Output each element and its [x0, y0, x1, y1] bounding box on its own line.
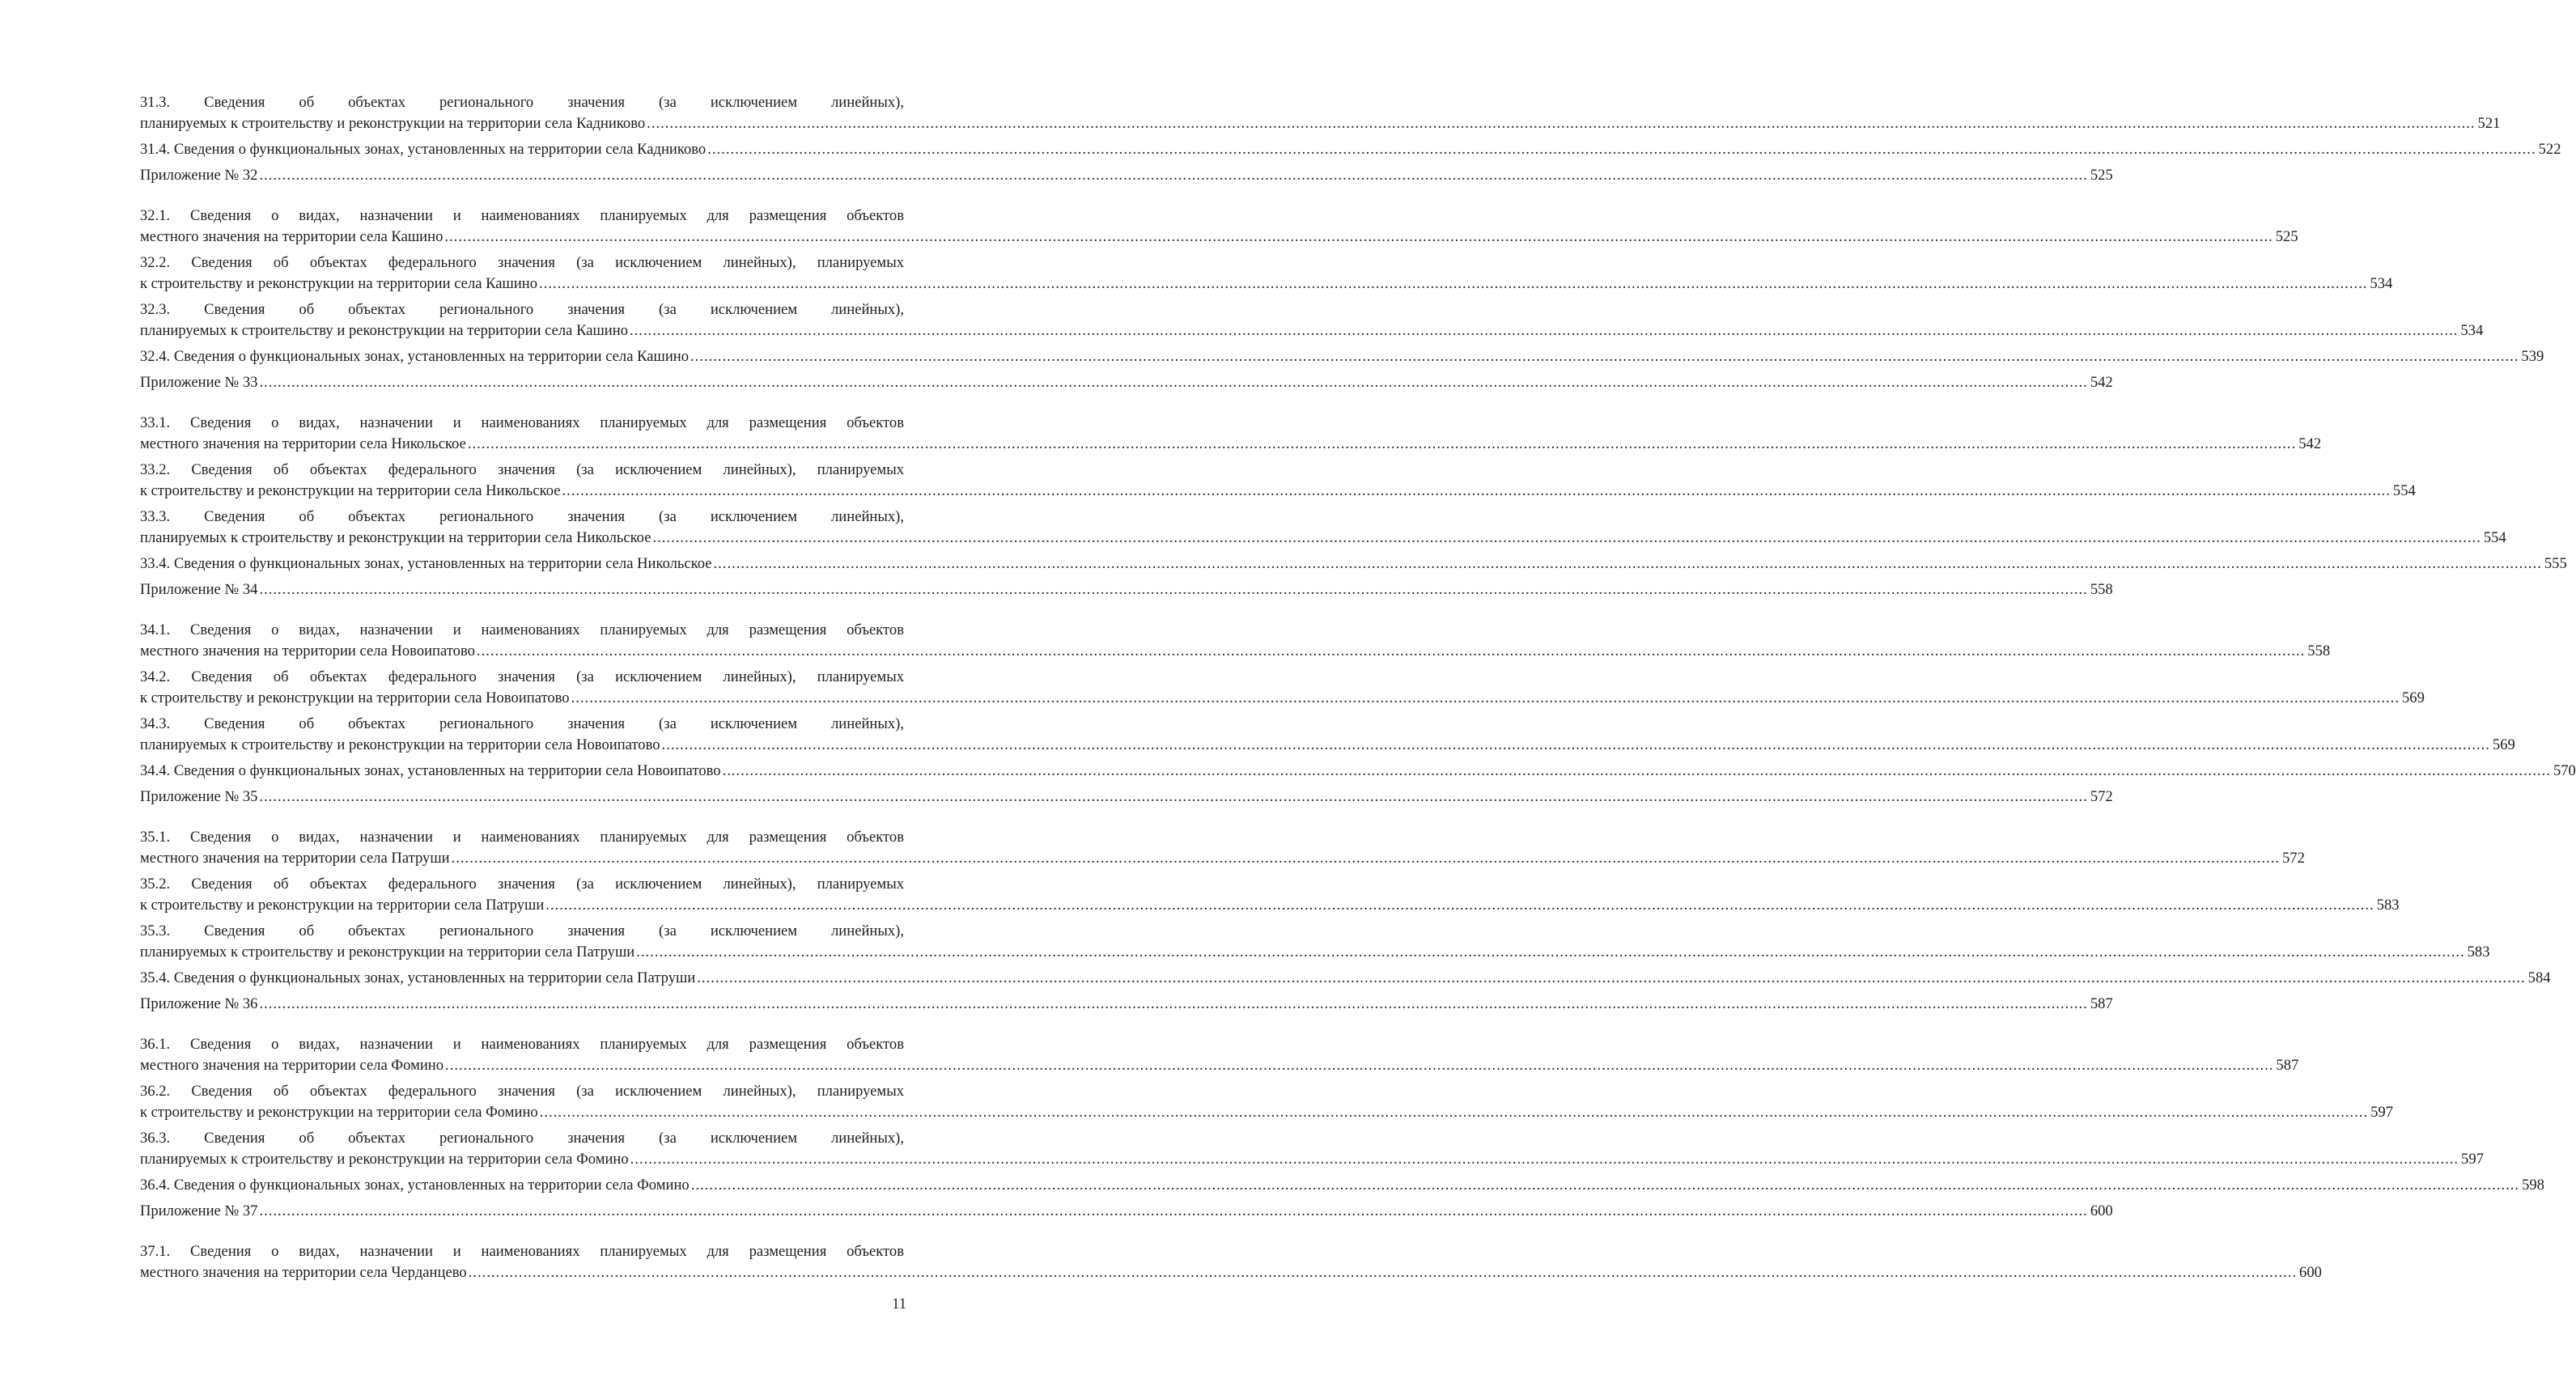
toc-appendix-entry[interactable] [140, 1201, 2113, 1222]
toc-entry-title: Приложение № 33 [140, 374, 258, 391]
toc-entry[interactable] [140, 299, 2484, 341]
toc-entry-last-line [140, 553, 2567, 575]
dot-leader: ................................................................................................................................................................................................................................................................................................................................................................................................................ [259, 167, 2088, 184]
toc-entry-last-line [140, 1055, 2299, 1076]
toc-entry-title: планируемых к строительству и реконструкции на территории села Кашино [140, 322, 628, 339]
dot-leader: ................................................................................................................................................................................................................................................................................................................................................................................................................ [451, 850, 2280, 867]
toc-entry[interactable] [140, 1081, 2393, 1123]
dot-leader: ................................................................................................................................................................................................................................................................................................................................................................................................................ [259, 374, 2088, 391]
toc-entry-last-line [140, 761, 2576, 782]
toc-entry[interactable] [140, 252, 2393, 295]
toc-entry-title: местного значения на территории села Никольское [140, 435, 466, 452]
toc-entry-last-line [140, 346, 2544, 367]
toc-entry[interactable] [140, 346, 2544, 367]
toc-page-number: 558 [2307, 642, 2331, 659]
dot-leader: ................................................................................................................................................................................................................................................................................................................................................................................................................ [690, 348, 2519, 365]
toc-entry-title: местного значения на территории села Черданцево [140, 1264, 467, 1281]
table-of-contents [140, 92, 2576, 1288]
dot-leader: ................................................................................................................................................................................................................................................................................................................................................................................................................ [467, 435, 2297, 452]
toc-entry-title: 31.4. Сведения о функциональных зонах, установленных на территории села Кадниково [140, 141, 707, 158]
page-number: 11 [892, 1296, 906, 1313]
toc-entry-text-line: 35.1. Сведения о видах, назначении и наименованиях планируемых для размещения объектов [140, 829, 904, 846]
toc-entry[interactable] [140, 1175, 2544, 1196]
toc-entry-title: Приложение № 37 [140, 1202, 258, 1219]
toc-page-number: 554 [2392, 482, 2416, 499]
toc-entry-last-line [140, 688, 2425, 709]
toc-entry[interactable] [140, 139, 2561, 160]
toc-entry-text-line: 37.1. Сведения о видах, назначении и наименованиях планируемых для размещения объектов [140, 1243, 904, 1260]
toc-entry-last-line [140, 528, 2506, 549]
toc-appendix-entry[interactable] [140, 165, 2113, 186]
toc-entry-last-line [140, 274, 2393, 295]
toc-page-number: 570 [2553, 762, 2576, 779]
toc-page-number: 597 [2461, 1151, 2484, 1168]
toc-entry-last-line [140, 994, 2113, 1015]
toc-entry-text-line: 35.3. Сведения об объектах регионального значения (за исключением линейных), [140, 922, 904, 939]
dot-leader: ................................................................................................................................................................................................................................................................................................................................................................................................................ [445, 1057, 2274, 1074]
dot-leader: ................................................................................................................................................................................................................................................................................................................................................................................................................ [468, 1264, 2298, 1281]
dot-leader: ................................................................................................................................................................................................................................................................................................................................................................................................................ [722, 762, 2551, 779]
toc-page-number: 583 [2467, 944, 2490, 961]
toc-page-number: 583 [2376, 897, 2400, 914]
toc-entry-last-line [140, 372, 2113, 393]
dot-leader: ................................................................................................................................................................................................................................................................................................................................................................................................................ [539, 1104, 2369, 1121]
toc-entry-last-line [140, 968, 2551, 989]
dot-leader: ................................................................................................................................................................................................................................................................................................................................................................................................................ [690, 1177, 2520, 1194]
dot-leader: ................................................................................................................................................................................................................................................................................................................................................................................................................ [259, 995, 2088, 1012]
toc-entry[interactable] [140, 714, 2515, 756]
toc-page-number: 558 [2090, 581, 2113, 598]
toc-entry-title: 32.4. Сведения о функциональных зонах, установленных на территории села Кашино [140, 348, 690, 365]
toc-entry-last-line [140, 165, 2113, 186]
toc-entry-last-line [140, 1102, 2393, 1123]
toc-page-number: 542 [2298, 435, 2322, 452]
toc-entry-text-line: 33.1. Сведения о видах, назначении и наименованиях планируемых для размещения объектов [140, 414, 904, 431]
toc-appendix-entry[interactable] [140, 579, 2113, 600]
toc-page-number: 534 [2370, 275, 2393, 292]
toc-page-number: 554 [2483, 529, 2506, 546]
toc-entry-last-line [140, 735, 2515, 756]
toc-entry-title: местного значения на территории села Новоипатово [140, 642, 475, 659]
toc-entry-title: местного значения на территории села Кашино [140, 228, 443, 245]
dot-leader: ................................................................................................................................................................................................................................................................................................................................................................................................................ [661, 736, 2490, 753]
toc-entry-last-line [140, 641, 2331, 662]
toc-entry-title: 35.4. Сведения о функциональных зонах, установленных на территории села Патруши [140, 969, 696, 986]
toc-page-number: 521 [2477, 115, 2501, 132]
dot-leader: ................................................................................................................................................................................................................................................................................................................................................................................................................ [571, 689, 2400, 706]
toc-entry[interactable] [140, 921, 2490, 963]
toc-entry-title: к строительству и реконструкции на территории села Новоипатово [140, 689, 570, 706]
toc-entry-last-line [140, 1262, 2322, 1283]
toc-entry-title: 34.4. Сведения о функциональных зонах, установленных на территории села Новоипатово [140, 762, 721, 779]
toc-entry-last-line [140, 481, 2416, 502]
toc-entry-last-line [140, 1175, 2544, 1196]
toc-entry-text-line: 33.3. Сведения об объектах регионального значения (за исключением линейных), [140, 508, 904, 525]
toc-entry[interactable] [140, 667, 2425, 709]
dot-leader: ................................................................................................................................................................................................................................................................................................................................................................................................................ [476, 642, 2306, 659]
toc-appendix-entry[interactable] [140, 372, 2113, 393]
toc-page-number: 525 [2090, 167, 2113, 184]
toc-page-number: 600 [2090, 1202, 2113, 1219]
dot-leader: ................................................................................................................................................................................................................................................................................................................................................................................................................ [647, 115, 2476, 132]
toc-entry-last-line [140, 320, 2484, 341]
dot-leader: ................................................................................................................................................................................................................................................................................................................................................................................................................ [259, 788, 2088, 805]
toc-appendix-entry[interactable] [140, 787, 2113, 808]
toc-entry-last-line [140, 139, 2561, 160]
toc-page-number: 598 [2522, 1177, 2544, 1194]
dot-leader: ................................................................................................................................................................................................................................................................................................................................................................................................................ [562, 482, 2391, 499]
toc-entry-title: Приложение № 32 [140, 167, 258, 184]
toc-appendix-entry[interactable] [140, 994, 2113, 1015]
toc-entry[interactable] [140, 968, 2551, 989]
toc-entry[interactable] [140, 92, 2501, 134]
toc-entry-text-line: 36.1. Сведения о видах, назначении и наименованиях планируемых для размещения объектов [140, 1036, 904, 1053]
toc-entry[interactable] [140, 413, 2322, 455]
toc-entry-text-line: 33.2. Сведения об объектах федерального значения (за исключением линейных), планируемых [140, 461, 904, 478]
toc-entry-text-line: 36.3. Сведения об объектах регионального значения (за исключением линейных), [140, 1130, 904, 1147]
toc-entry-title: планируемых к строительству и реконструкции на территории села Фомино [140, 1151, 629, 1168]
toc-entry-last-line [140, 227, 2298, 248]
toc-entry-title: планируемых к строительству и реконструкции на территории села Патруши [140, 944, 635, 961]
toc-entry-text-line: 34.1. Сведения о видах, назначении и наименованиях планируемых для размещения объектов [140, 621, 904, 638]
toc-entry-text-line: 32.1. Сведения о видах, назначении и наименованиях планируемых для размещения объектов [140, 207, 904, 224]
toc-entry-title: Приложение № 36 [140, 995, 258, 1012]
dot-leader: ................................................................................................................................................................................................................................................................................................................................................................................................................ [697, 969, 2526, 986]
toc-page-number: 572 [2090, 788, 2113, 805]
dot-leader: ................................................................................................................................................................................................................................................................................................................................................................................................................ [539, 275, 2368, 292]
toc-page-number: 597 [2370, 1104, 2393, 1121]
toc-entry-text-line: 34.3. Сведения об объектах регионального значения (за исключением линейных), [140, 715, 904, 732]
dot-leader: ................................................................................................................................................................................................................................................................................................................................................................................................................ [630, 1151, 2459, 1168]
toc-page-number: 569 [2401, 689, 2425, 706]
toc-entry-last-line [140, 579, 2113, 600]
toc-entry[interactable] [140, 620, 2331, 662]
toc-page-number: 600 [2299, 1264, 2322, 1281]
toc-entry-title: к строительству и реконструкции на территории села Никольское [140, 482, 561, 499]
toc-page-number: 542 [2090, 374, 2113, 391]
toc-entry-text-line: 36.2. Сведения об объектах федерального значения (за исключением линейных), планируемых [140, 1083, 904, 1100]
toc-entry-last-line [140, 434, 2322, 455]
toc-entry-text-line: 34.2. Сведения об объектах федерального значения (за исключением линейных), планируемых [140, 668, 904, 685]
dot-leader: ................................................................................................................................................................................................................................................................................................................................................................................................................ [636, 944, 2465, 961]
dot-leader: ................................................................................................................................................................................................................................................................................................................................................................................................................ [259, 1202, 2088, 1219]
toc-entry-text-line: 32.2. Сведения об объектах федерального значения (за исключением линейных), планируемых [140, 254, 904, 271]
toc-entry[interactable] [140, 1241, 2322, 1283]
toc-page-number: 572 [2281, 850, 2305, 867]
toc-entry[interactable] [140, 553, 2567, 575]
toc-entry-text-line: 32.3. Сведения об объектах регионального значения (за исключением линейных), [140, 301, 904, 318]
toc-entry-last-line [140, 1149, 2484, 1170]
dot-leader: ................................................................................................................................................................................................................................................................................................................................................................................................................ [652, 529, 2481, 546]
toc-entry-title: планируемых к строительству и реконструкции на территории села Никольское [140, 529, 651, 546]
toc-entry[interactable] [140, 507, 2506, 549]
toc-entry-title: Приложение № 34 [140, 581, 258, 598]
dot-leader: ................................................................................................................................................................................................................................................................................................................................................................................................................ [707, 141, 2536, 158]
toc-entry-last-line [140, 848, 2305, 869]
toc-entry[interactable] [140, 761, 2576, 782]
dot-leader: ................................................................................................................................................................................................................................................................................................................................................................................................................ [545, 897, 2374, 914]
dot-leader: ................................................................................................................................................................................................................................................................................................................................................................................................................ [444, 228, 2273, 245]
toc-page-number: 522 [2538, 141, 2561, 158]
toc-entry-title: 33.4. Сведения о функциональных зонах, установленных на территории села Никольское [140, 555, 712, 572]
toc-entry-last-line [140, 1201, 2113, 1222]
dot-leader: ................................................................................................................................................................................................................................................................................................................................................................................................................ [630, 322, 2459, 339]
toc-entry-last-line [140, 895, 2400, 916]
toc-entry-last-line [140, 787, 2113, 808]
toc-entry-text-line: 35.2. Сведения об объектах федерального значения (за исключением линейных), планируемых [140, 876, 904, 893]
toc-entry[interactable] [140, 874, 2400, 916]
toc-entry[interactable] [140, 460, 2416, 502]
toc-entry-title: планируемых к строительству и реконструкции на территории села Новоипатово [140, 736, 660, 753]
toc-entry[interactable] [140, 1034, 2299, 1076]
toc-entry-title: Приложение № 35 [140, 788, 258, 805]
toc-page-number: 539 [2521, 348, 2544, 365]
toc-entry-last-line [140, 113, 2501, 134]
toc-entry[interactable] [140, 827, 2305, 869]
toc-page-number: 534 [2460, 322, 2484, 339]
toc-entry-title: местного значения на территории села Патруши [140, 850, 450, 867]
toc-page-number: 587 [2276, 1057, 2299, 1074]
toc-page-number: 569 [2492, 736, 2515, 753]
toc-entry-title: местного значения на территории села Фомино [140, 1057, 444, 1074]
toc-page-number: 587 [2090, 995, 2113, 1012]
toc-entry[interactable] [140, 1128, 2484, 1170]
toc-page-number: 555 [2544, 555, 2567, 572]
toc-entry-title: к строительству и реконструкции на территории села Кашино [140, 275, 538, 292]
toc-entry-last-line [140, 942, 2490, 963]
dot-leader: ................................................................................................................................................................................................................................................................................................................................................................................................................ [259, 581, 2088, 598]
dot-leader: ................................................................................................................................................................................................................................................................................................................................................................................................................ [713, 555, 2542, 572]
toc-entry-title: 36.4. Сведения о функциональных зонах, установленных на территории села Фомино [140, 1177, 690, 1194]
toc-entry-title: планируемых к строительству и реконструкции на территории села Кадниково [140, 115, 646, 132]
toc-entry-title: к строительству и реконструкции на территории села Патруши [140, 897, 545, 914]
toc-entry-title: к строительству и реконструкции на территории села Фомино [140, 1104, 538, 1121]
toc-entry[interactable] [140, 206, 2298, 248]
toc-entry-text-line: 31.3. Сведения об объектах регионального значения (за исключением линейных), [140, 94, 904, 111]
toc-page-number: 525 [2275, 228, 2298, 245]
toc-page-number: 584 [2527, 969, 2551, 986]
